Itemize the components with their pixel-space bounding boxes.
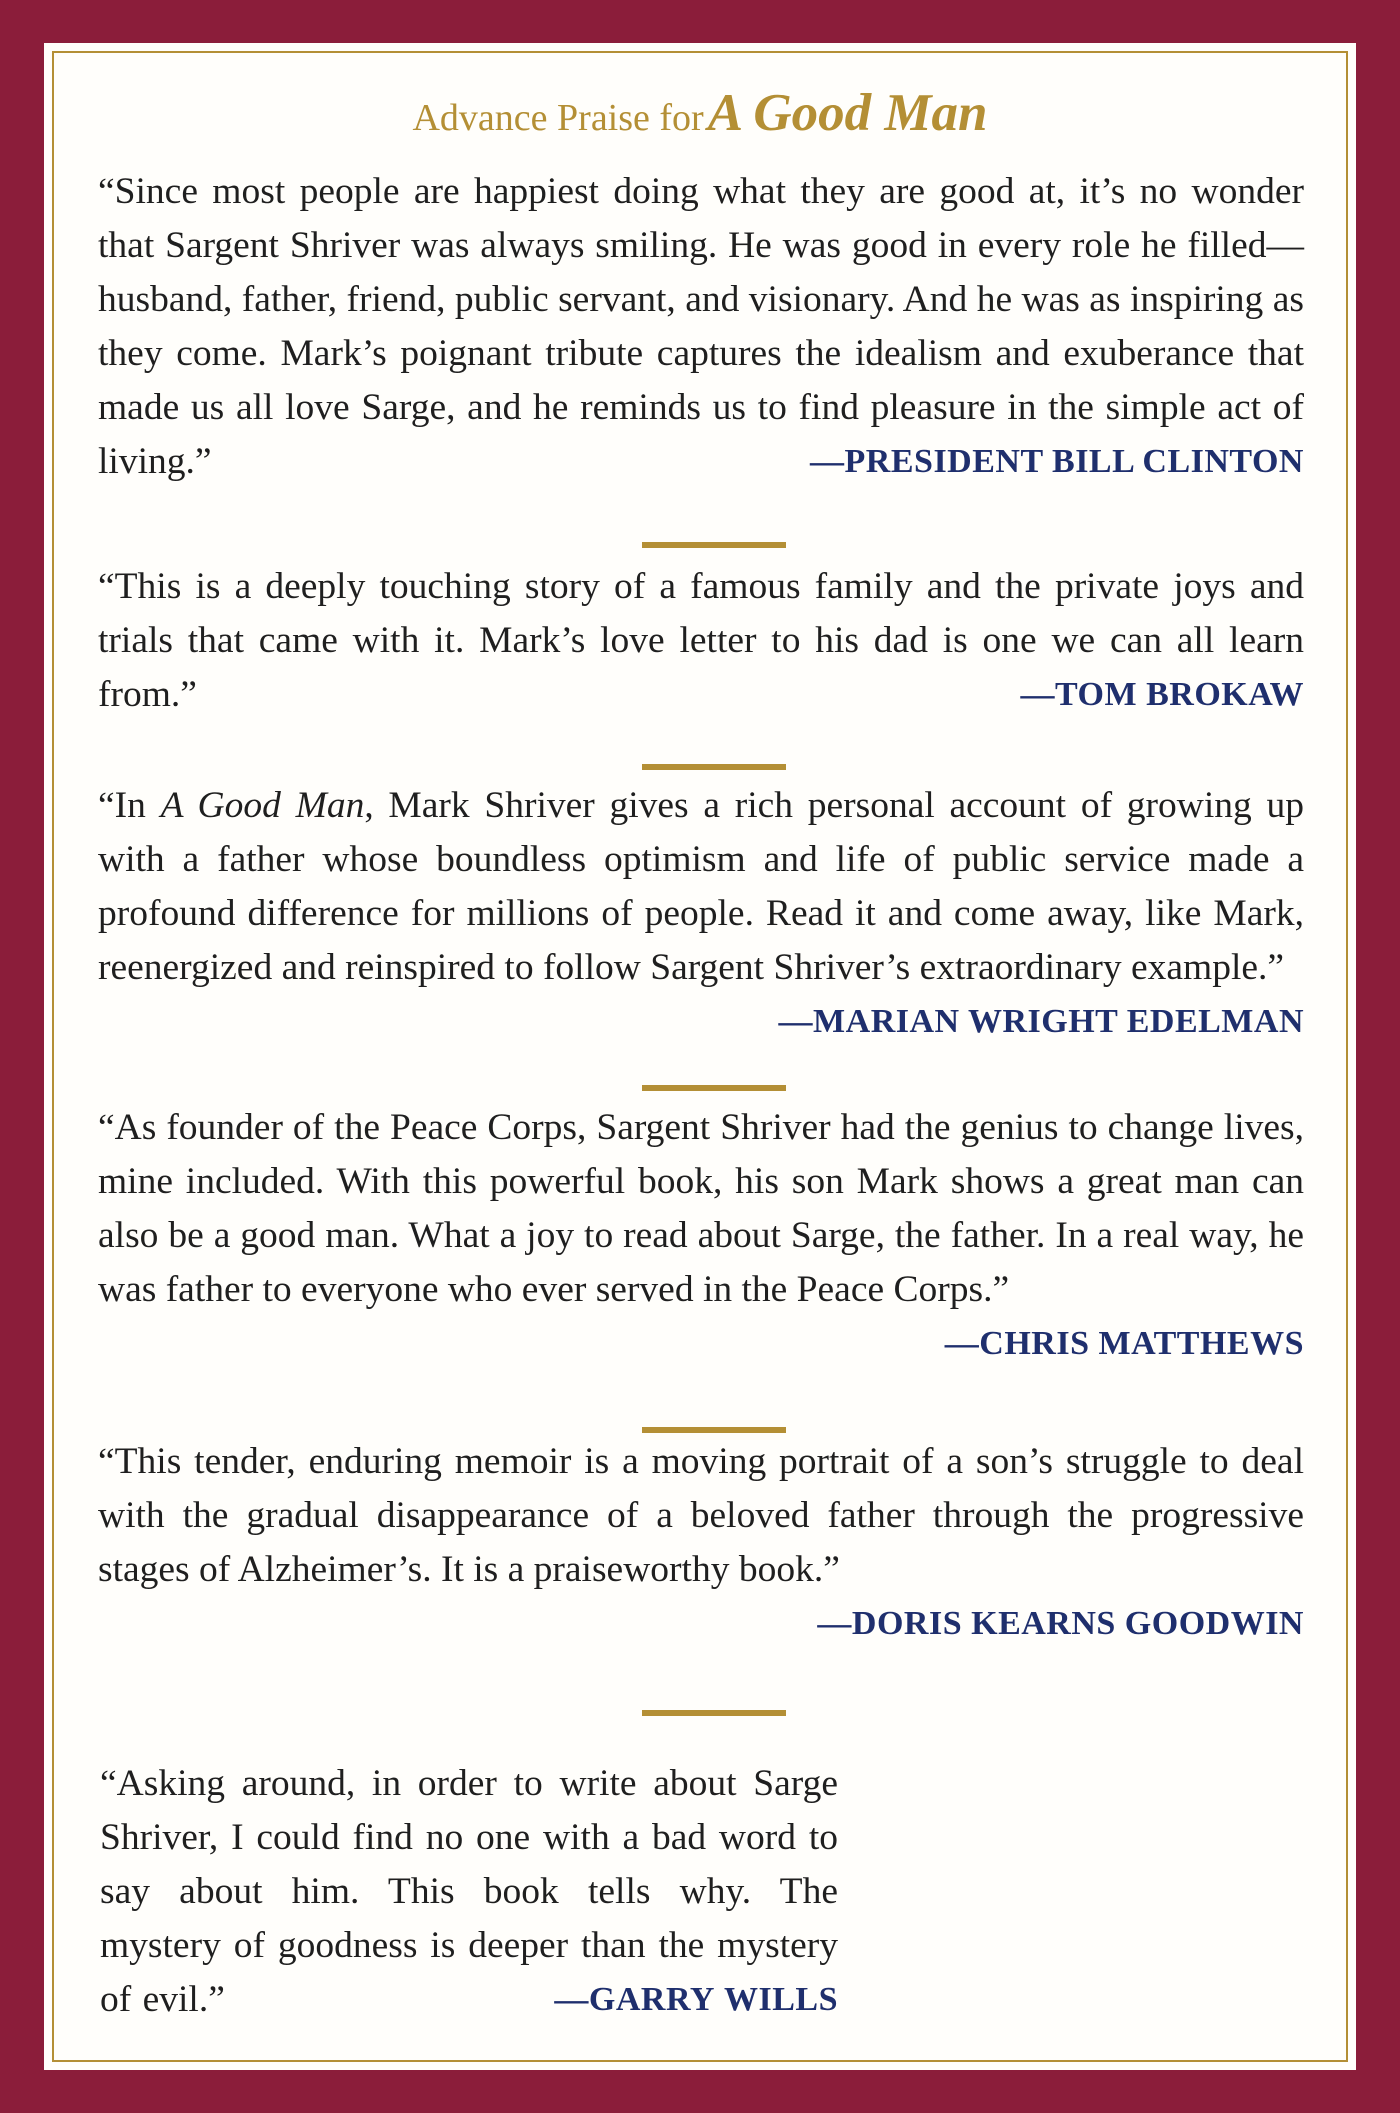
heading-prefix: Advance Praise for — [412, 97, 704, 139]
attribution-matthews: —CHRIS MATTHEWS — [944, 1325, 1304, 1362]
quote-clinton — [98, 165, 1304, 489]
quote-edelman — [98, 779, 1304, 1049]
quote-text-rest: , Mark Shriver gives a rich personal account of growing up with a father whose boundless optimism and life of public service made a profound difference for millions of people. Read it and come away, like Mark, reenergized and reinspired to follow Sargent Shriver’s extraordinary example.” — [98, 785, 1304, 988]
quote-brokaw — [98, 560, 1304, 722]
gold-divider — [642, 1710, 786, 1716]
attribution-clinton: —PRESIDENT BILL CLINTON — [810, 443, 1304, 480]
gold-divider — [642, 1085, 786, 1091]
praise-panel — [44, 43, 1356, 2070]
quote-matthews — [98, 1101, 1304, 1371]
quote-wills — [100, 1757, 838, 2027]
quote-goodwin — [98, 1435, 1304, 1651]
quote-text-start: “In — [98, 785, 161, 826]
quote-text: “As founder of the Peace Corps, Sargent Shriver had the genius to change lives, mine included. With this powerful book, his son Mark shows a great man can also be a good man. What a joy to read about Sarge, the father. In a real way, he was father to everyone who ever served in the Peace Corps.” — [98, 1107, 1304, 1310]
quote-text: “Since most people are happiest doing what they are good at, it’s no wonder that Sargent Shriver was always smiling. He was good in every role he filled—husband, father, friend, public servant, and visionary. And he was as inspiring as they come. Mark’s poignant tribute captures the idealism and exuberance that made us all love Sarge, and he reminds us to find pleasure in the simple act of living.” — [98, 171, 1304, 482]
quote-text: “This is a deeply touching story of a famous family and the private joys and trials that came with it. Mark’s love letter to his dad is one we can all learn from.” — [98, 566, 1304, 715]
book-title: A Good Man — [707, 84, 988, 142]
attribution-wills: —GARRY WILLS — [554, 1981, 838, 2018]
quote-book-title: A Good Man — [160, 785, 365, 826]
page-heading — [44, 83, 1356, 143]
attribution-edelman: —MARIAN WRIGHT EDELMAN — [778, 1003, 1304, 1040]
attribution-brokaw: —TOM BROKAW — [1020, 676, 1304, 713]
gold-divider — [642, 542, 786, 548]
gold-divider — [642, 764, 786, 770]
quote-text: “This tender, enduring memoir is a moving portrait of a son’s struggle to deal with the gradual disappearance of a beloved father through the progressive stages of Alzheimer’s. It is a praiseworthy book.” — [98, 1441, 1304, 1590]
gold-divider — [642, 1427, 786, 1433]
attribution-goodwin: —DORIS KEARNS GOODWIN — [817, 1605, 1304, 1642]
quote-text: “Asking around, in order to write about Sarge Shriver, I could find no one with a bad word to say about him. This book tells why. The mystery of goodness is deeper than the mystery of evil.” — [100, 1763, 838, 2020]
